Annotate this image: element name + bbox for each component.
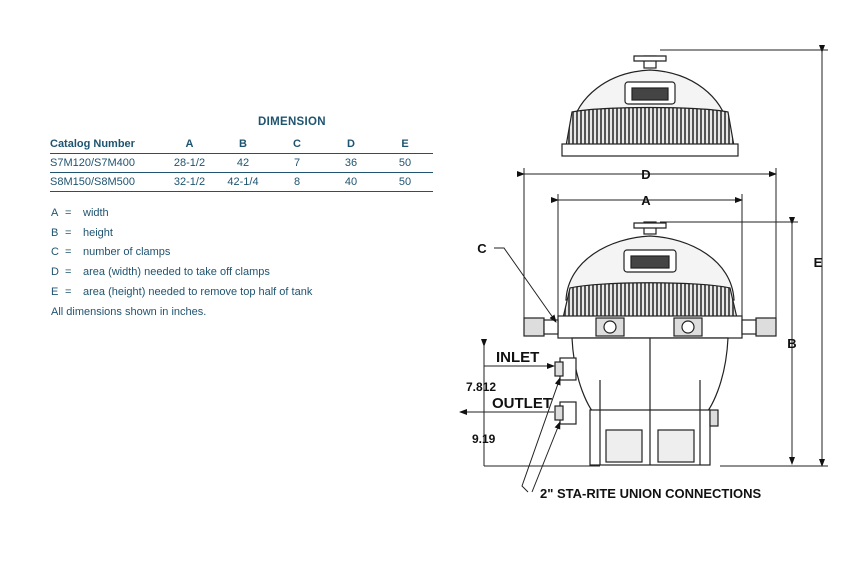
cell-c: 7	[293, 157, 301, 169]
header-a: A	[185, 138, 194, 150]
cell-a: 32-1/2	[173, 176, 206, 188]
label-c: C	[477, 241, 487, 256]
inlet-label: INLET	[496, 349, 540, 366]
cell-b: 42	[236, 157, 250, 169]
cell-c: 8	[293, 176, 301, 188]
header-b: B	[239, 138, 247, 150]
cell-catalog: S8M150/S8M500	[50, 176, 135, 188]
legend-item: A = width	[51, 207, 109, 219]
legend-item: E = area (height) needed to remove top half of tank	[51, 285, 313, 298]
legend-note: All dimensions shown in inches.	[51, 305, 207, 318]
filter-body	[524, 222, 776, 465]
outlet-label: OUTLET	[492, 395, 552, 412]
cell-a: 28-1/2	[173, 157, 206, 169]
outlet-height: 9.19	[472, 432, 496, 446]
removed-dome	[562, 56, 738, 156]
connections-label: 2" STA-RITE UNION CONNECTIONS	[540, 486, 762, 501]
header-c: C	[293, 138, 301, 150]
cell-b: 42-1/4	[227, 176, 259, 188]
cell-d: 36	[344, 157, 358, 169]
inlet-height: 7.812	[466, 380, 497, 394]
label-a: A	[641, 193, 651, 208]
header-e: E	[401, 138, 409, 150]
legend-item: C = number of clamps	[51, 246, 171, 259]
cell-e: 50	[398, 176, 412, 188]
legend-item: B = height	[51, 226, 113, 239]
legend-item: D = area (width) needed to take off clamps	[51, 266, 270, 279]
header-catalog-number: Catalog Number	[50, 138, 135, 150]
header-d: D	[347, 138, 355, 150]
cell-e: 50	[398, 157, 412, 169]
label-e: E	[813, 255, 823, 270]
dimension-title: DIMENSION	[258, 116, 326, 128]
label-d: D	[641, 167, 651, 182]
cell-catalog: S7M120/S7M400	[50, 157, 135, 169]
cell-d: 40	[344, 176, 358, 188]
label-b: B	[787, 336, 797, 351]
